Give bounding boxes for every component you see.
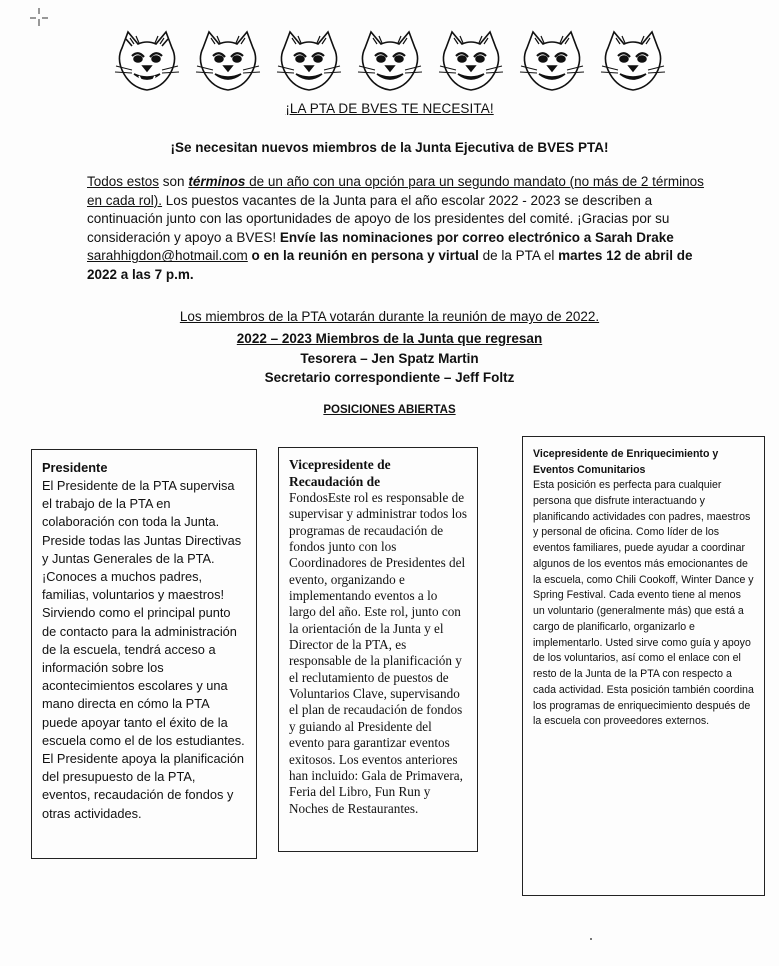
position-description: El Presidente de la PTA supervisa el trabajo de la PTA en colaboración con toda la Junta. Preside todas las Juntas Directivas y Juntas Generales de la PTA. ¡Conoces a muchos padres, familias, voluntarios y maestros! Sirviendo como el principal punto de contacto para la administración de la escuela, tendrá acceso a información sobre los acontecimientos escolares y una mano directa en cómo la PTA puede apoyar tanto el éxito de la escuela como el de los estudiantes. El Presidente apoya la planificación del presupuesto de la PTA, eventos, recaudación de fondos y otras actividades. (42, 478, 245, 821)
position-card-enrichment (522, 436, 765, 896)
intro-text: Los puestos vacantes de la Junta para el año escolar 2022 - 2023 se describen a continuación junto con las oportunidades de apoyo de los presidentes del comité. ¡Gracias por su consideración y apoyo a BVES! (87, 192, 670, 245)
intro-meeting: o en la reunión en persona y virtual (247, 248, 479, 264)
intro-term-note: de un año con una opción para un segundo mandato (no más de 2 términos en cada rol). (87, 174, 704, 208)
intro-emphasis: términos (188, 174, 246, 189)
intro-text: Todos estos (87, 174, 160, 189)
meeting-year: 2022 (87, 266, 118, 282)
position-description: Esta posición es perfecta para cualquier persona que disfrute interactuando y planificando actividades con padres, maestros y personal de oficina. Como líder de los eventos familiares, puede ayudar a coordinar algunos de los eventos más emocionantes de la escuela, como Chili Cookoff, Winter Dance y Spring Festival. Cada evento tiene al menos un voluntario (generalmente más) que está a cargo de planificarlo, organizarlo e implementarlo. Usted sirve como guía y apoyo de los voluntarios, así como el enlace con el resto de la Junta de la PTA con respecto a cada actividad. Esta posición también coordina los programas de enriquecimiento después de la escuela con proveedores externos. (533, 479, 754, 728)
returning-member: Secretario correspondiente – Jeff Foltz (264, 370, 515, 385)
position-card-fundraising (278, 447, 478, 852)
intro-nominations: Envíe las nominaciones por correo electrónico a Sarah Drake (279, 229, 674, 245)
registration-mark-icon (30, 8, 48, 26)
position-title: Vicepresidente de Recaudación de (289, 457, 391, 489)
meeting-date: martes 12 de abril de (558, 248, 693, 264)
wildcat-mascot-icon (112, 30, 182, 94)
position-card-president (31, 449, 257, 859)
position-title: Presidente (42, 460, 108, 475)
wildcat-mascot-icon (517, 30, 587, 94)
wildcat-mascot-icon (355, 30, 425, 94)
wildcat-mascot-icon (598, 30, 668, 94)
returning-members (0, 329, 779, 388)
mascot-banner (112, 30, 672, 100)
position-description: FondosEste rol es responsable de supervisar y administrar todos los programas de recaudación de fondos junto con los Coordinadores de Presidentes del evento, organizando e implementando eventos a lo largo del año. Este rol, junto con la orientación de la Junta y el Director de la PTA, es responsable de la planificación y el reclutamiento de puestos de Voluntarios Clave, supervisando el plan de recaudación de fondos y guiando al Presidente del evento para garantizar eventos exitosos. Los eventos anteriores han incluido: Gala de Primavera, Feria del Libro, Fun Run y Noches de Restaurantes. (289, 490, 468, 816)
meeting-time: a las 7 p.m. (117, 266, 194, 282)
vote-notice: Los miembros de la PTA votarán durante la reunión de mayo de 2022. (179, 309, 600, 324)
wildcat-mascot-icon (193, 30, 263, 94)
returning-member: Tesorera – Jen Spatz Martin (300, 350, 479, 366)
page-title: ¡LA PTA DE BVES TE NECESITA! (285, 101, 494, 116)
intro-text: son (159, 174, 189, 189)
open-positions-heading: POSICIONES ABIERTAS (323, 404, 456, 416)
position-title: Vicepresidente de Enriquecimiento y Eventos Comunitarios (533, 448, 719, 476)
email-link[interactable]: sarahhigdon@hotmail.com (87, 248, 248, 264)
intro-text: de la PTA el (478, 248, 559, 264)
returning-heading: 2022 – 2023 Miembros de la Junta que regresan (236, 331, 543, 346)
wildcat-mascot-icon (436, 30, 506, 94)
intro-paragraph (87, 173, 707, 285)
scan-speck (590, 938, 592, 940)
wildcat-mascot-icon (274, 30, 344, 94)
page-subtitle: ¡Se necesitan nuevos miembros de la Junta Ejecutiva de BVES PTA! (170, 140, 609, 155)
